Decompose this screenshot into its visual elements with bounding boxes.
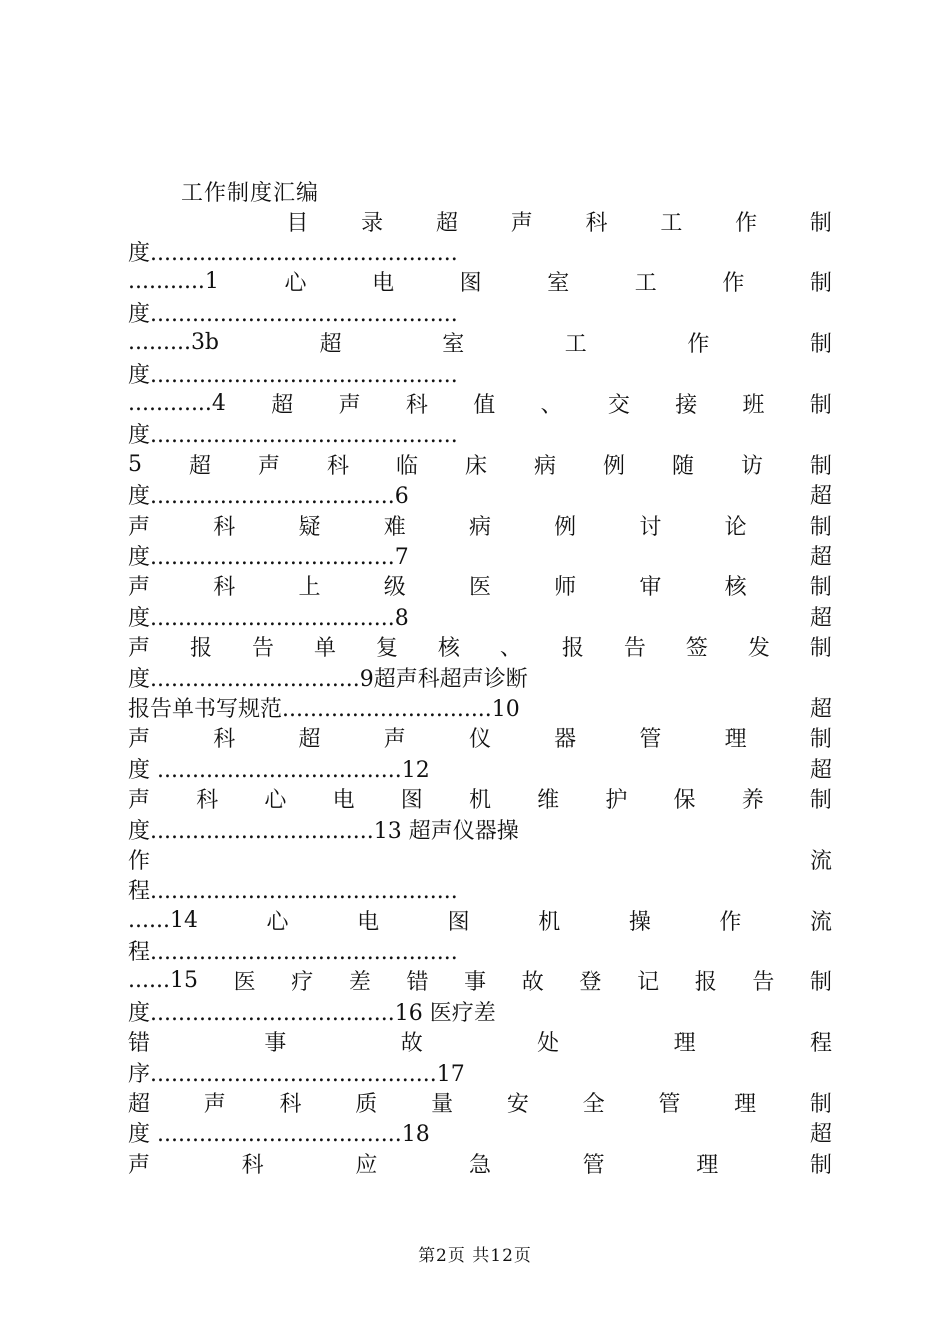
toc-token: 登 (579, 970, 602, 996)
toc-line (128, 753, 832, 783)
toc-token: 签 (685, 636, 708, 662)
toc-token: 作 (687, 332, 710, 358)
toc-token: 度............................................ (128, 423, 458, 449)
toc-token: 例 (602, 453, 625, 479)
toc-token: 应 (355, 1152, 378, 1178)
toc-line (128, 540, 832, 570)
toc-token: ............4 (128, 391, 226, 417)
toc-token: 师 (554, 575, 577, 601)
toc-token: 论 (724, 514, 747, 540)
toc-line (128, 814, 832, 844)
toc-token: 疑 (298, 514, 321, 540)
toc-line (128, 996, 832, 1026)
toc-line (128, 480, 832, 510)
toc-line (128, 844, 832, 874)
toc-token: 室 (547, 271, 570, 297)
toc-token: 制 (809, 514, 832, 540)
toc-token: 报 (694, 970, 717, 996)
toc-token: 超 (809, 1122, 832, 1148)
toc-token: 声 (338, 393, 361, 419)
toc-token: 急 (468, 1152, 491, 1178)
toc-token: 复 (375, 636, 398, 662)
toc-token: 差 (348, 970, 371, 996)
toc-token: 科 (405, 393, 428, 419)
toc-token: 核 (437, 636, 460, 662)
toc-token: 制 (809, 332, 832, 358)
page-footer: 第2页 共12页 (418, 1246, 532, 1266)
toc-token: 操 (628, 909, 651, 935)
toc-token: 科 (213, 514, 236, 540)
toc-token: 工 (564, 332, 587, 358)
toc-line (128, 571, 832, 601)
toc-token: 图 (447, 909, 470, 935)
toc-token: 制 (809, 271, 832, 297)
toc-line (128, 1148, 832, 1178)
toc-token: 工 (660, 210, 683, 236)
toc-token: 流 (809, 909, 832, 935)
toc-token: 仪 (468, 727, 491, 753)
toc-token: 随 (671, 453, 694, 479)
toc-token: 错 (128, 1031, 151, 1057)
toc-token: 制 (809, 1092, 832, 1118)
toc-token: 理 (673, 1031, 696, 1057)
toc-token: 声 (128, 727, 151, 753)
toc-token: 超 (809, 605, 832, 631)
toc-line (128, 692, 832, 722)
toc-token: 作 (128, 848, 151, 874)
toc-token: 质 (355, 1092, 378, 1118)
toc-token: 超 (809, 757, 832, 783)
toc-token: 班 (742, 393, 765, 419)
toc-token: 超 (188, 453, 211, 479)
toc-token: 程............................................ (128, 879, 458, 905)
toc-token: 值 (473, 393, 496, 419)
toc-token: 度...................................7 (128, 545, 409, 570)
toc-token: 度...................................8 (128, 605, 409, 631)
toc-token: 图 (459, 271, 482, 297)
toc-token: 科 (326, 453, 349, 479)
toc-token: 电 (357, 909, 380, 935)
toc-token: 级 (383, 575, 406, 601)
toc-token: 声 (128, 514, 151, 540)
toc-line (128, 966, 832, 996)
toc-token: 作 (722, 271, 745, 297)
toc-token: 疗 (291, 970, 314, 996)
toc-token: 管 (582, 1152, 605, 1178)
toc-token: 5 (128, 451, 142, 477)
toc-line (128, 1118, 832, 1148)
toc-token: 全 (582, 1092, 605, 1118)
toc-line (128, 419, 832, 449)
toc-token: 度...................................6 (128, 484, 409, 510)
toc-token: 度............................................ (128, 362, 458, 388)
toc-token: 声 (203, 1092, 226, 1118)
toc-token: 单 (313, 636, 336, 662)
toc-token: 程 (809, 1031, 832, 1057)
toc-token: 声 (128, 1152, 151, 1178)
toc-token: 、 (499, 636, 522, 662)
toc-line (128, 206, 832, 236)
toc-token: 交 (607, 393, 630, 419)
toc-line (128, 935, 832, 965)
toc-token: 告 (251, 636, 274, 662)
toc-token: .........3b (128, 330, 220, 356)
toc-token: 制 (809, 727, 832, 753)
toc-token: 错 (406, 970, 429, 996)
toc-token: 超 (271, 393, 294, 419)
toc-token: 访 (740, 453, 763, 479)
toc-line (128, 783, 832, 813)
toc-token: 度...................................16 医疗差 (128, 1000, 496, 1026)
toc-token: 难 (383, 514, 406, 540)
toc-token: 制 (809, 788, 832, 814)
toc-token: 告 (752, 970, 775, 996)
toc-token: 事 (264, 1031, 287, 1057)
toc-token: 讨 (639, 514, 662, 540)
toc-token: 理 (724, 727, 747, 753)
toc-token: 科 (279, 1092, 302, 1118)
toc-token: 报 (189, 636, 212, 662)
toc-token: 报告单书写规范..............................10 (128, 696, 520, 722)
toc-line (128, 236, 832, 266)
toc-token: 床 (464, 453, 487, 479)
toc-token: 记 (637, 970, 660, 996)
toc-token: 声 (510, 210, 533, 236)
toc-line (128, 723, 832, 753)
toc-token: 事 (464, 970, 487, 996)
toc-token: 例 (554, 514, 577, 540)
toc-token: 室 (442, 332, 465, 358)
toc-token: 安 (506, 1092, 529, 1118)
toc-token: 科 (213, 727, 236, 753)
toc-line (128, 297, 832, 327)
toc-token: 科 (213, 575, 236, 601)
toc-token: 度................................13 超声仪器操 (128, 818, 519, 844)
toc-token: 目 (286, 210, 309, 236)
toc-token: ...........1 (128, 269, 219, 295)
toc-token: 流 (809, 848, 832, 874)
toc-token: 维 (537, 788, 560, 814)
toc-token: 报 (561, 636, 584, 662)
toc-token: 护 (605, 788, 628, 814)
toc-token: 病 (468, 514, 491, 540)
toc-token: 保 (673, 788, 696, 814)
toc-token: 临 (395, 453, 418, 479)
toc-token: 度 ...................................18 (128, 1122, 430, 1148)
toc-token: 故 (400, 1031, 423, 1057)
toc-line (128, 875, 832, 905)
toc-token: 超 (809, 696, 832, 722)
toc-token: 科 (196, 788, 219, 814)
toc-token: 管 (639, 727, 662, 753)
toc-token: 告 (623, 636, 646, 662)
toc-token: 接 (675, 393, 698, 419)
toc-token: 制 (809, 970, 832, 996)
toc-token: 制 (809, 1152, 832, 1178)
toc-token: ......14 (128, 907, 198, 933)
toc-token: 管 (658, 1092, 681, 1118)
toc-token: 序.........................................17 (128, 1061, 465, 1087)
toc-token: 录 (361, 210, 384, 236)
toc-line (128, 601, 832, 631)
toc-token: 医 (468, 575, 491, 601)
toc-token: 故 (521, 970, 544, 996)
toc-token: 科 (241, 1152, 264, 1178)
toc-token: 器 (554, 727, 577, 753)
toc-token: 制 (809, 453, 832, 479)
toc-token: 处 (537, 1031, 560, 1057)
toc-token: 机 (468, 788, 491, 814)
toc-token: 上 (298, 575, 321, 601)
toc-line (128, 631, 832, 661)
toc-token: 度............................................ (128, 241, 458, 267)
toc-token: 图 (400, 788, 423, 814)
toc-token: 声 (128, 575, 151, 601)
toc-token: 超 (435, 210, 458, 236)
toc-line (128, 358, 832, 388)
toc-token: 超 (128, 1092, 151, 1118)
toc-token: 、 (540, 393, 563, 419)
toc-token: 工 (634, 271, 657, 297)
toc-token: ......15 (128, 968, 198, 994)
toc-token: 理 (734, 1092, 757, 1118)
toc-token: 制 (809, 210, 832, 236)
toc-token: 制 (809, 393, 832, 419)
toc-token: 作 (719, 909, 742, 935)
toc-line (128, 449, 832, 479)
toc-line (128, 510, 832, 540)
table-of-contents (128, 206, 832, 1179)
toc-token: 核 (724, 575, 747, 601)
toc-token: 审 (639, 575, 662, 601)
toc-line (128, 267, 832, 297)
toc-line (128, 1087, 832, 1117)
toc-token: 度............................................ (128, 301, 458, 327)
toc-token: 度 ...................................12 (128, 757, 430, 783)
toc-line (128, 328, 832, 358)
toc-token: 声 (128, 788, 151, 814)
toc-line (128, 1027, 832, 1057)
toc-token: 心 (284, 271, 307, 297)
toc-line (128, 905, 832, 935)
toc-token: 程............................................ (128, 940, 458, 966)
toc-token: 理 (696, 1152, 719, 1178)
toc-token: 量 (431, 1092, 454, 1118)
toc-token: 发 (747, 636, 770, 662)
toc-token: 超 (319, 332, 342, 358)
toc-line (128, 1057, 832, 1087)
toc-token: 病 (533, 453, 556, 479)
toc-token: 心 (264, 788, 287, 814)
toc-token: 声 (383, 727, 406, 753)
toc-token: 电 (332, 788, 355, 814)
toc-token: 医 (233, 970, 256, 996)
toc-token: 制 (809, 575, 832, 601)
toc-token: 超 (809, 484, 832, 510)
toc-token: 电 (372, 271, 395, 297)
toc-token: 机 (538, 909, 561, 935)
toc-token: 声 (257, 453, 280, 479)
toc-token: 超 (298, 727, 321, 753)
toc-token: 度..............................9超声科超声诊断 (128, 666, 528, 692)
toc-token: 作 (735, 210, 758, 236)
toc-token: 养 (741, 788, 764, 814)
toc-token: 制 (809, 636, 832, 662)
toc-token: 声 (128, 636, 151, 662)
toc-line (128, 388, 832, 418)
toc-line (128, 662, 832, 692)
toc-token: 超 (809, 545, 832, 570)
toc-token: 心 (266, 909, 289, 935)
document-title: 工作制度汇编 (181, 181, 320, 206)
toc-token: 科 (585, 210, 608, 236)
